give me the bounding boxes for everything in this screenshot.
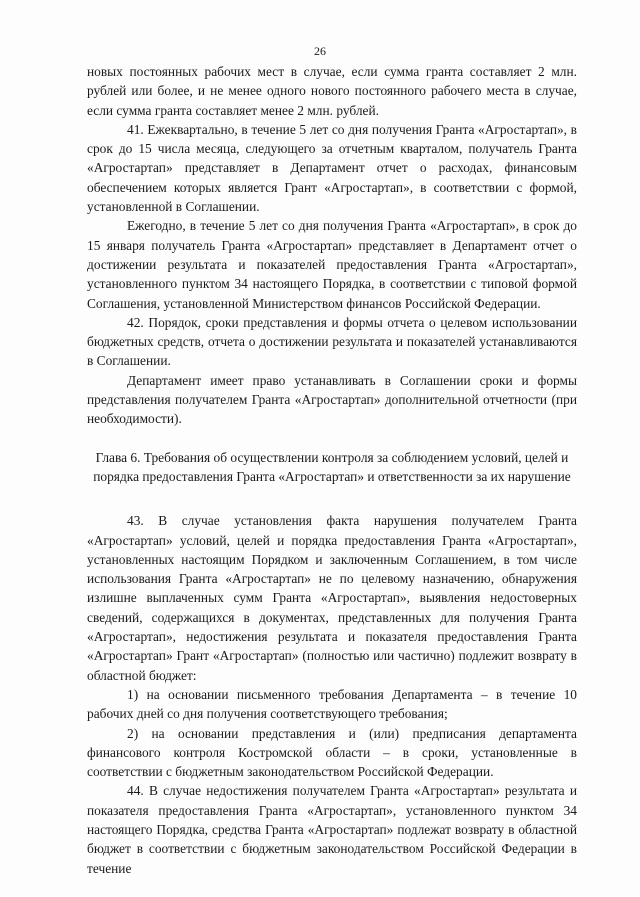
paragraph: 43. В случае установления факта нарушения получателем Гранта «Агростартап» условий, целей и порядка предоставления Гранта «Агростартап», установленных настоящим Порядком и заключенным Соглашением, в том числе использования Гранта «Агростартап» не по целевому назначению, обнаружения излишне выплаченных сумм Гранта «Агростартап», выявления недостоверных сведений, содержащихся в документах, представленных для получения Гранта «Агростартап», недостижения результата и показателя предоставления Гранта «Агростартап» Грант «Агростартап» (полностью или частично) подлежит возврату в областной бюджет:	[87, 513, 577, 683]
paragraph: новых постоянных рабочих мест в случае, если сумма гранта составляет 2 млн. рублей или более, и не менее одного нового постоянного рабочего места в случае, если сумма гранта составляет менее 2 млн. рублей.	[87, 64, 577, 118]
paragraph: Департамент имеет право устанавливать в Соглашении сроки и формы представления получателем Гранта «Агростартап» дополнительной отчетности (при необходимости).	[87, 372, 577, 427]
paragraph: 41. Ежеквартально, в течение 5 лет со дня получения Гранта «Агростартап», в срок до 15 числа месяца, следующего за отчетным кварталом, получатель Гранта «Агростартап» представляет в Департамент отчет о расходах, финансовым обеспечением которых является Грант «Агростартап», в соответствии с формой, установленной в Соглашении.	[87, 121, 577, 215]
paragraph: 2) на основании представления и (или) предписания департамента финансового контроля Костромской области – в сроки, установленные в соответствии с бюджетным законодательством Российской Федерации.	[87, 725, 577, 780]
document-body	[87, 62, 577, 878]
paragraph: Ежегодно, в течение 5 лет со дня получения Гранта «Агростартап», в срок до 15 января получатель Гранта «Агростартап» представляет в Департамент отчет о достижении результата и показателей предоставления Гранта «Агростартап», установленного пунктом 34 настоящего Порядка, в соответствии с типовой формой Соглашения, установленной Министерством финансов Российской Федерации.	[87, 218, 577, 311]
paragraphs-top	[87, 62, 577, 429]
paragraph: 44. В случае недостижения получателем Гранта «Агростартап» результата и показателя предоставления Гранта «Агростартап», установленного пунктом 34 настоящего Порядка, средства Гранта «Агростартап» подлежат возврату в областной бюджет в соответствии с бюджетным законодательством Российской Федерации в течение	[87, 783, 577, 876]
page-number: 26	[314, 44, 326, 58]
paragraphs-bottom	[87, 511, 577, 878]
paragraph: 1) на основании письменного требования Департамента – в течение 10 рабочих дней со дня получения соответствующего требования;	[87, 686, 577, 722]
paragraph: 42. Порядок, сроки представления и формы отчета о целевом использовании бюджетных средств, отчета о достижении результата и показателей устанавливаются в Соглашении.	[87, 314, 577, 369]
chapter-heading: Глава 6. Требования об осуществлении контроля за соблюдением условий, целей и порядка предоставления Гранта «Агростартап» и ответственности за их нарушение	[93, 449, 571, 484]
